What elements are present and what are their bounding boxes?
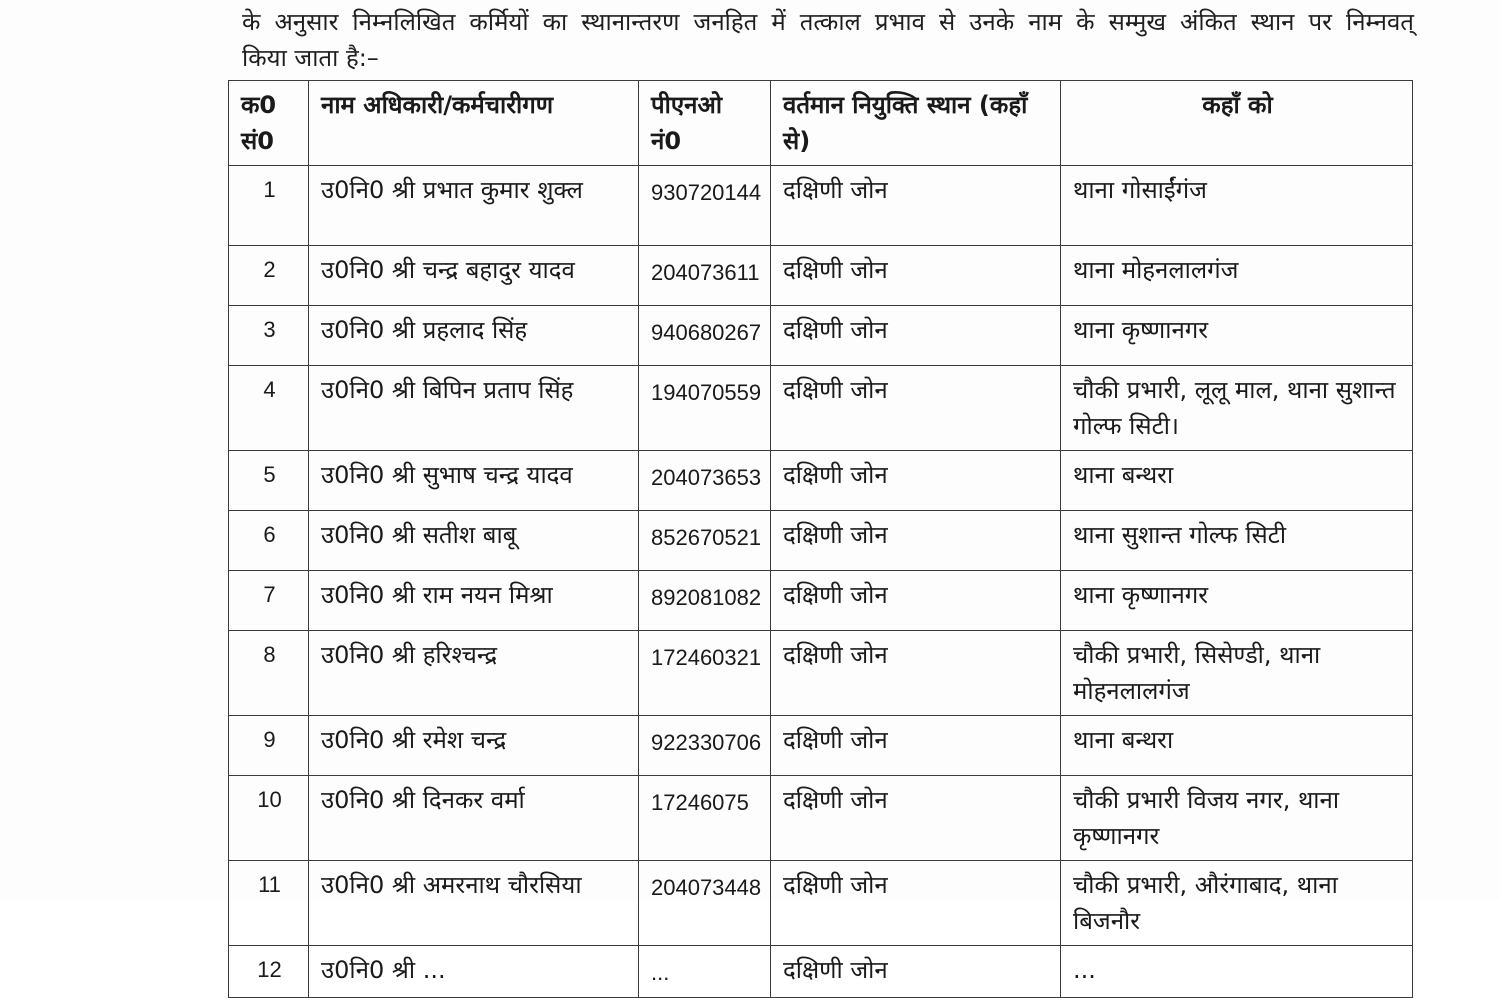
cell-transfer-to: थाना कृष्णानगर [1061, 571, 1413, 631]
table-header-row [229, 81, 1413, 166]
cell-transfer-to: थाना बन्थरा [1061, 451, 1413, 511]
intro-line-2: किया जाता है:– [242, 44, 379, 72]
cell-transfer-to: चौकी प्रभारी विजय नगर, थाना कृष्णानगर [1061, 776, 1413, 861]
cell-name: उ0नि0 श्री हरिश्चन्द्र [309, 631, 639, 716]
cell-current-posting: दक्षिणी जोन [771, 571, 1061, 631]
cell-name: उ0नि0 श्री प्रहलाद सिंह [309, 306, 639, 366]
cell-pno: 17246075 [639, 776, 771, 861]
cell-pno: 922330706 [639, 716, 771, 776]
cell-pno: 194070559 [639, 366, 771, 451]
cell-pno: 172460321 [639, 631, 771, 716]
header-name: नाम अधिकारी/कर्मचारीगण [309, 81, 639, 166]
cell-pno: 892081082 [639, 571, 771, 631]
table-row [229, 571, 1413, 631]
cell-transfer-to: चौकी प्रभारी, लूलू माल, थाना सुशान्त गोल्फ सिटी। [1061, 366, 1413, 451]
cell-current-posting: दक्षिणी जोन [771, 166, 1061, 246]
cell-name: उ0नि0 श्री रमेश चन्द्र [309, 716, 639, 776]
cell-serial-number: 8 [229, 631, 309, 716]
cell-pno: 930720144 [639, 166, 771, 246]
cell-serial-number: 6 [229, 511, 309, 571]
cell-name: उ0नि0 श्री सतीश बाबू [309, 511, 639, 571]
table-row [229, 946, 1413, 998]
table-row [229, 166, 1413, 246]
cell-name: उ0नि0 श्री दिनकर वर्मा [309, 776, 639, 861]
header-current-posting: वर्तमान नियुक्ति स्थान (कहाँ से) [771, 81, 1061, 166]
cell-serial-number: 5 [229, 451, 309, 511]
cell-serial-number: 12 [229, 946, 309, 998]
cell-current-posting: दक्षिणी जोन [771, 511, 1061, 571]
cell-current-posting: दक्षिणी जोन [771, 716, 1061, 776]
cell-serial-number: 3 [229, 306, 309, 366]
cell-current-posting: दक्षिणी जोन [771, 451, 1061, 511]
table-row [229, 511, 1413, 571]
header-pno: पीएनओ नं0 [639, 81, 771, 166]
cell-name: उ0नि0 श्री अमरनाथ चौरसिया [309, 861, 639, 946]
table-row [229, 366, 1413, 451]
cell-serial-number: 11 [229, 861, 309, 946]
cell-transfer-to: थाना सुशान्त गोल्फ सिटी [1061, 511, 1413, 571]
cell-current-posting: दक्षिणी जोन [771, 366, 1061, 451]
table-row [229, 631, 1413, 716]
table-row [229, 451, 1413, 511]
header-serial-number: क0 सं0 [229, 81, 309, 166]
cell-name: उ0नि0 श्री ... [309, 946, 639, 998]
cell-name: उ0नि0 श्री बिपिन प्रताप सिंह [309, 366, 639, 451]
cell-name: उ0नि0 श्री चन्द्र बहादुर यादव [309, 246, 639, 306]
cell-transfer-to: थाना बन्थरा [1061, 716, 1413, 776]
table-row [229, 716, 1413, 776]
cell-current-posting: दक्षिणी जोन [771, 946, 1061, 998]
cell-pno: ... [639, 946, 771, 998]
cell-serial-number: 4 [229, 366, 309, 451]
cell-serial-number: 9 [229, 716, 309, 776]
cell-name: उ0नि0 श्री राम नयन मिश्रा [309, 571, 639, 631]
cell-name: उ0नि0 श्री सुभाष चन्द्र यादव [309, 451, 639, 511]
header-transfer-to: कहाँ को [1061, 81, 1413, 166]
cell-pno: 940680267 [639, 306, 771, 366]
cell-transfer-to: थाना कृष्णानगर [1061, 306, 1413, 366]
transfer-table [228, 80, 1413, 998]
cell-pno: 852670521 [639, 511, 771, 571]
intro-paragraph [242, 4, 1414, 76]
cell-serial-number: 7 [229, 571, 309, 631]
intro-line-1: के अनुसार निम्नलिखित कर्मियों का स्थानान्तरण जनहित में तत्काल प्रभाव से उनके नाम के सम्मुख अंकित स्थान पर निम्नवत् [242, 8, 1414, 36]
table-row [229, 246, 1413, 306]
cell-current-posting: दक्षिणी जोन [771, 306, 1061, 366]
cell-current-posting: दक्षिणी जोन [771, 246, 1061, 306]
cell-serial-number: 2 [229, 246, 309, 306]
cell-transfer-to: चौकी प्रभारी, औरंगाबाद, थाना बिजनौर [1061, 861, 1413, 946]
cell-transfer-to: थाना मोहनलालगंज [1061, 246, 1413, 306]
cell-serial-number: 1 [229, 166, 309, 246]
table-row [229, 306, 1413, 366]
cell-pno: 204073611 [639, 246, 771, 306]
cell-serial-number: 10 [229, 776, 309, 861]
cell-current-posting: दक्षिणी जोन [771, 631, 1061, 716]
table-row [229, 776, 1413, 861]
cell-current-posting: दक्षिणी जोन [771, 776, 1061, 861]
cell-pno: 204073653 [639, 451, 771, 511]
cell-transfer-to: चौकी प्रभारी, सिसेण्डी, थाना मोहनलालगंज [1061, 631, 1413, 716]
cell-transfer-to: थाना गोसाईंगंज [1061, 166, 1413, 246]
cell-transfer-to: ... [1061, 946, 1413, 998]
cell-current-posting: दक्षिणी जोन [771, 861, 1061, 946]
cell-name: उ0नि0 श्री प्रभात कुमार शुक्ल [309, 166, 639, 246]
cell-pno: 204073448 [639, 861, 771, 946]
table-row [229, 861, 1413, 946]
